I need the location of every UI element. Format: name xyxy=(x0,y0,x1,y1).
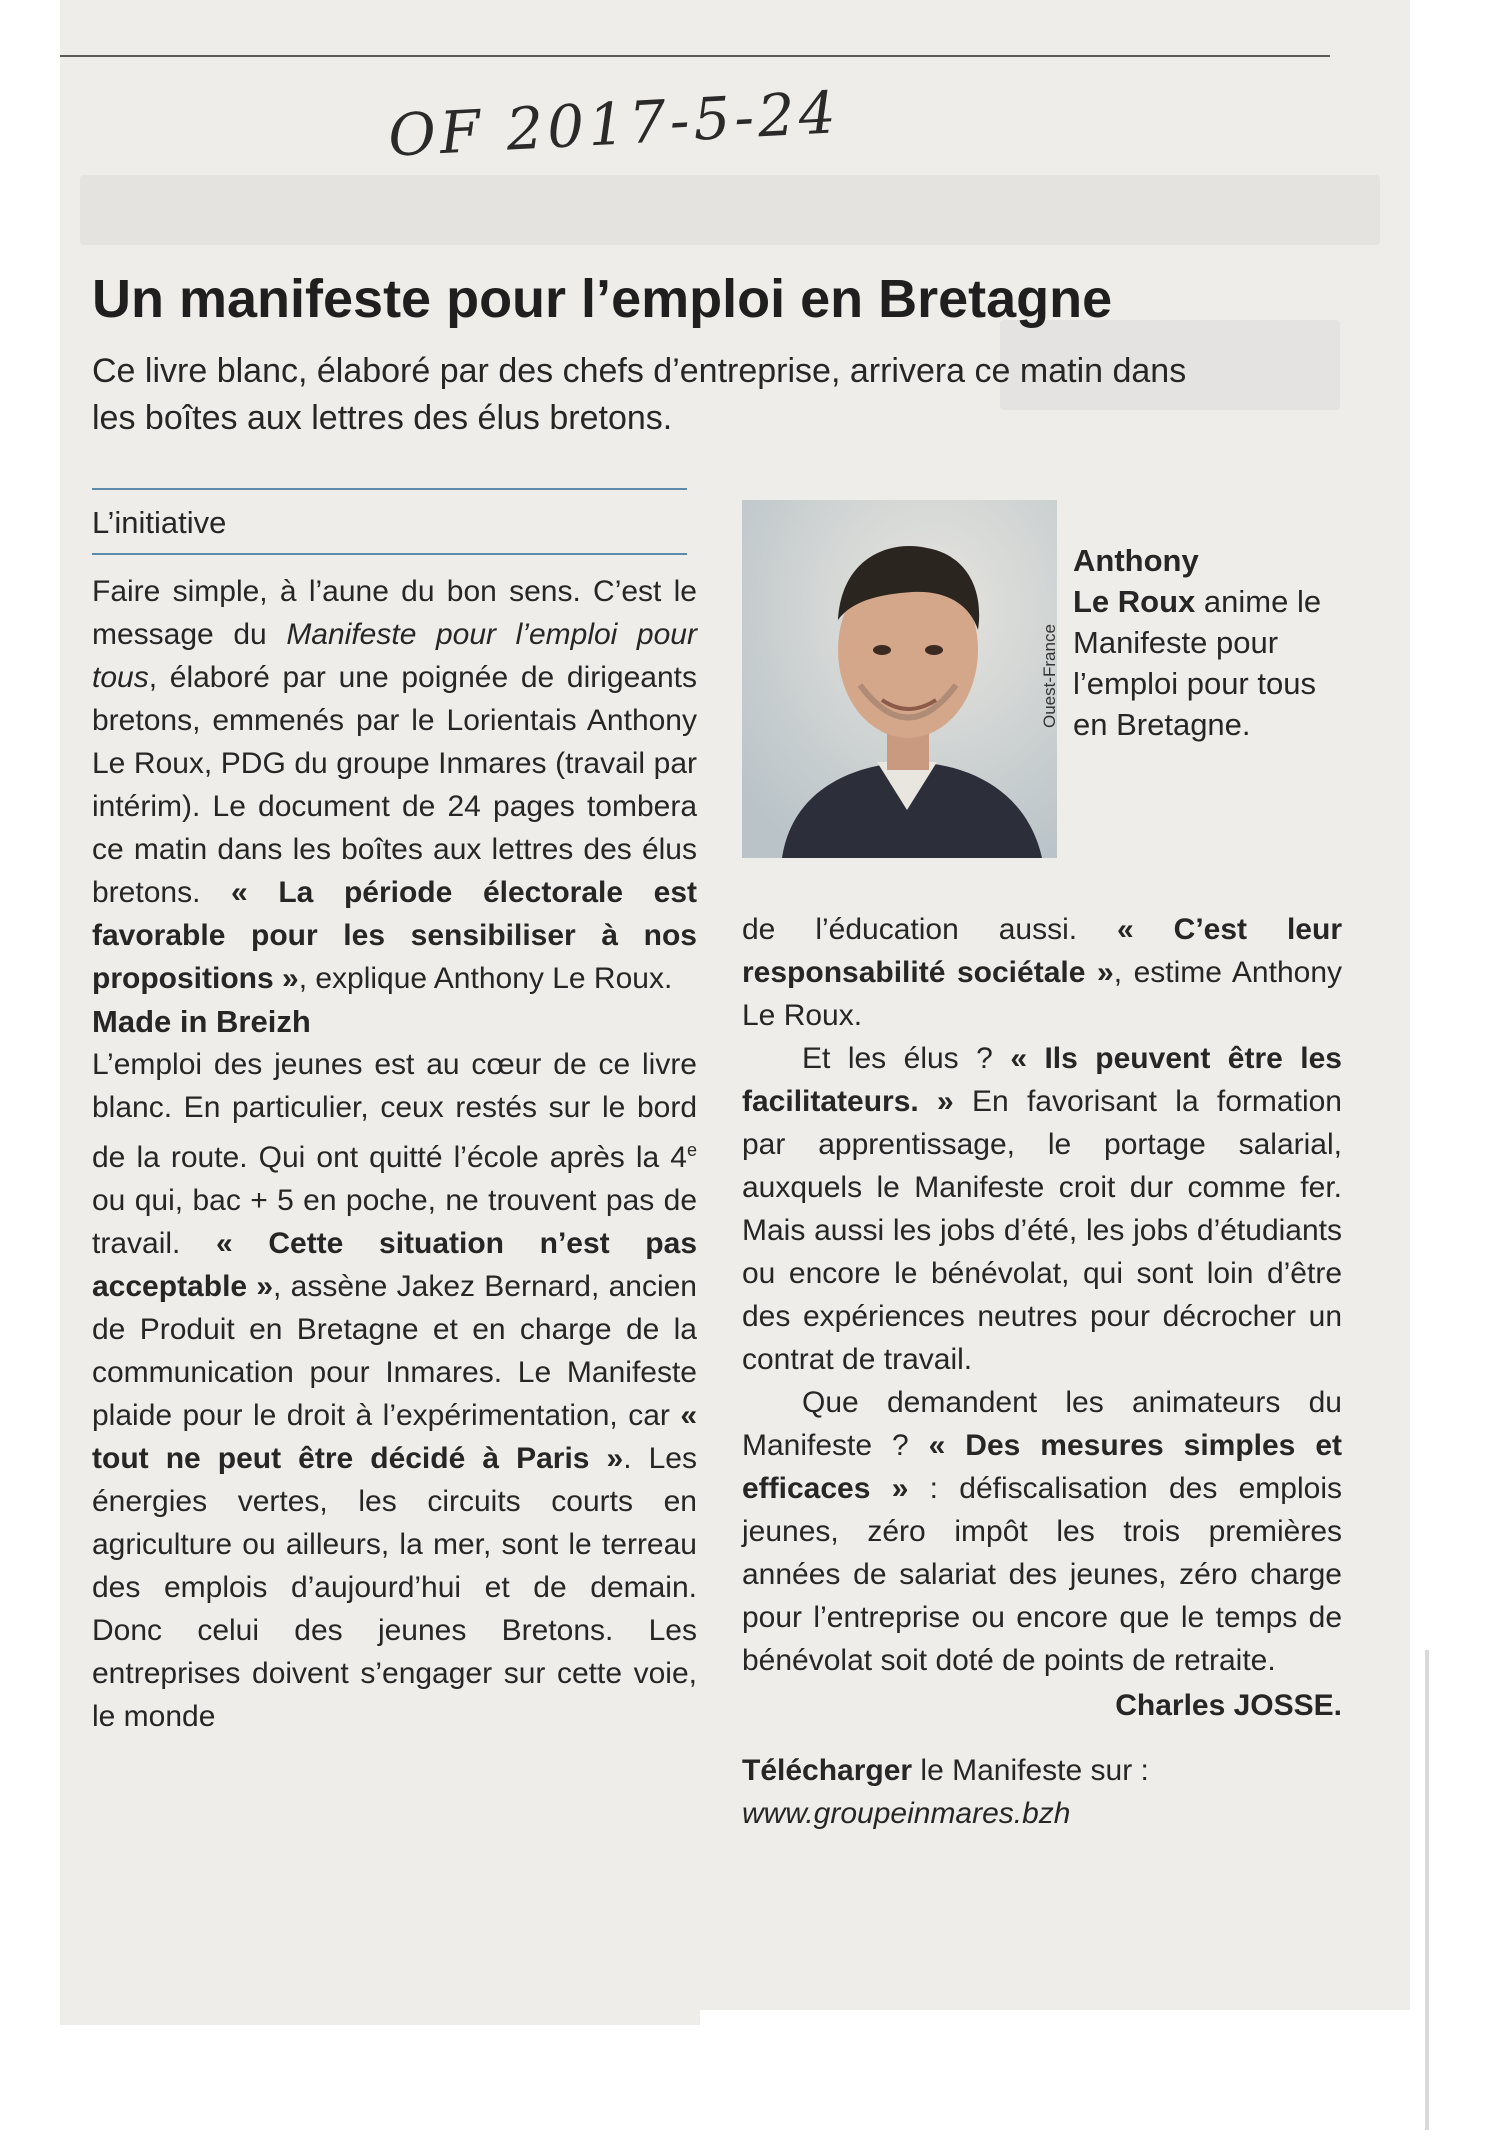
bleed-through-shadow xyxy=(80,175,1380,245)
caption-name-line-2: Le Roux xyxy=(1073,584,1196,619)
photo-caption xyxy=(1073,540,1333,745)
newspaper-clipping-tail xyxy=(60,2010,700,2025)
quote: « C’est leur responsabilité sociétale » xyxy=(742,913,1342,989)
rubric-rule-top xyxy=(92,488,687,490)
text-run: . Les énergies vertes, les circuits courts en agriculture ou ailleurs, la mer, sont le terreau des emplois d’aujourd’hui et de demain. Donc celui des jeunes Bretons. Les entreprises doivent s’engager sur cette voie, le monde xyxy=(92,1442,697,1733)
text-run: le Manifeste sur : xyxy=(912,1754,1149,1787)
portrait-photo xyxy=(742,500,1057,858)
download-label: Télécharger xyxy=(742,1754,913,1787)
text-run: ou qui, bac + 5 en poche, ne trouvent pas de travail. xyxy=(92,1184,697,1260)
portrait-illustration xyxy=(742,500,1057,858)
quote: « tout ne peut être décidé à Paris » xyxy=(92,1399,697,1475)
left-paragraph-2 xyxy=(92,1043,697,1738)
superscript: e xyxy=(686,1140,697,1160)
text-run: , assène Jakez Bernard, ancien de Produit en Bretagne et en charge de la communication pour Inmares. Le Manifeste plaide pour le droit à l’expérimentation, car xyxy=(92,1270,697,1432)
byline: Charles JOSSE. xyxy=(1115,1689,1342,1722)
text-run: Et les élus ? xyxy=(802,1042,1011,1075)
text-run: , élaboré par une poignée de dirigeants bretons, emmenés par le Lorientais Anthony Le Roux, PDG du groupe Inmares (travail par intérim). Le document de 24 pages tombera ce matin dans les boîtes aux lettres des élus bretons. xyxy=(92,661,697,909)
photo-credit: Ouest-France xyxy=(1040,624,1059,728)
right-paragraph-1 xyxy=(742,908,1342,1037)
text-run: En favorisant la formation par apprentissage, le portage salarial, auxquels le Manifeste croit dur comme fer. Mais aussi les jobs d’été, les jobs d’étudiants ou encore le bénévolat, qui sont loin d’être des expériences neutres pour décrocher un contrat de travail. xyxy=(742,1085,1342,1376)
download-note xyxy=(742,1749,1342,1835)
text-run: : défiscalisation des emplois jeunes, zéro impôt les trois premières années de salariat des jeunes, zéro charge pour l’entreprise ou encore que le temps de bénévolat soit doté de points de retraite. xyxy=(742,1472,1342,1677)
text-run: , estime Anthony Le Roux. xyxy=(742,956,1343,1032)
article-headline: Un manifeste pour l’emploi en Bretagne xyxy=(92,269,1113,329)
handwritten-date-note: OF 2017-5-24 xyxy=(386,78,842,170)
subheading: Made in Breizh xyxy=(92,1004,311,1039)
article-deck: Ce livre blanc, élaboré par des chefs d’entreprise, arrivera ce matin dans les boîtes aux lettres des élus bretons. xyxy=(92,352,1187,437)
scan-edge-strip xyxy=(1425,1650,1429,2130)
text-run: de l’éducation aussi. xyxy=(742,913,1118,946)
top-rule xyxy=(60,55,1330,57)
right-paragraph-3 xyxy=(742,1381,1342,1682)
quote: « La période électorale est favorable pour les sensibiliser à nos propositions » xyxy=(92,876,697,995)
right-paragraph-2 xyxy=(742,1037,1342,1381)
download-url: www.groupeinmares.bzh xyxy=(742,1797,1071,1830)
left-paragraph-1 xyxy=(92,570,697,1000)
rubric-label: L’initiative xyxy=(92,505,227,540)
text-run: Que demandent les animateurs du Manifeste ? xyxy=(742,1386,1342,1462)
quote: « Ils peuvent être les facilitateurs. » xyxy=(742,1042,1342,1118)
quote: « Des mesures simples et efficaces » xyxy=(742,1429,1342,1505)
text-run: , explique Anthony Le Roux. xyxy=(298,962,673,995)
caption-name-line-1: Anthony xyxy=(1073,543,1199,578)
text-run: Faire simple, à l’aune du bon sens. C’est le message du xyxy=(92,575,697,651)
rubric-rule-bottom xyxy=(92,553,687,555)
caption-text: anime le Manifeste pour l’emploi pour tous en Bretagne. xyxy=(1073,584,1322,742)
right-column xyxy=(742,908,1342,1835)
left-column xyxy=(92,570,697,1738)
manifesto-title: Manifeste pour l’emploi pour tous xyxy=(92,618,697,694)
quote: « Cette situation n’est pas acceptable » xyxy=(92,1227,698,1303)
text-run: L’emploi des jeunes est au cœur de ce livre blanc. En particulier, ceux restés sur le bord de la route. Qui ont quitté l’école après la 4 xyxy=(92,1048,697,1174)
